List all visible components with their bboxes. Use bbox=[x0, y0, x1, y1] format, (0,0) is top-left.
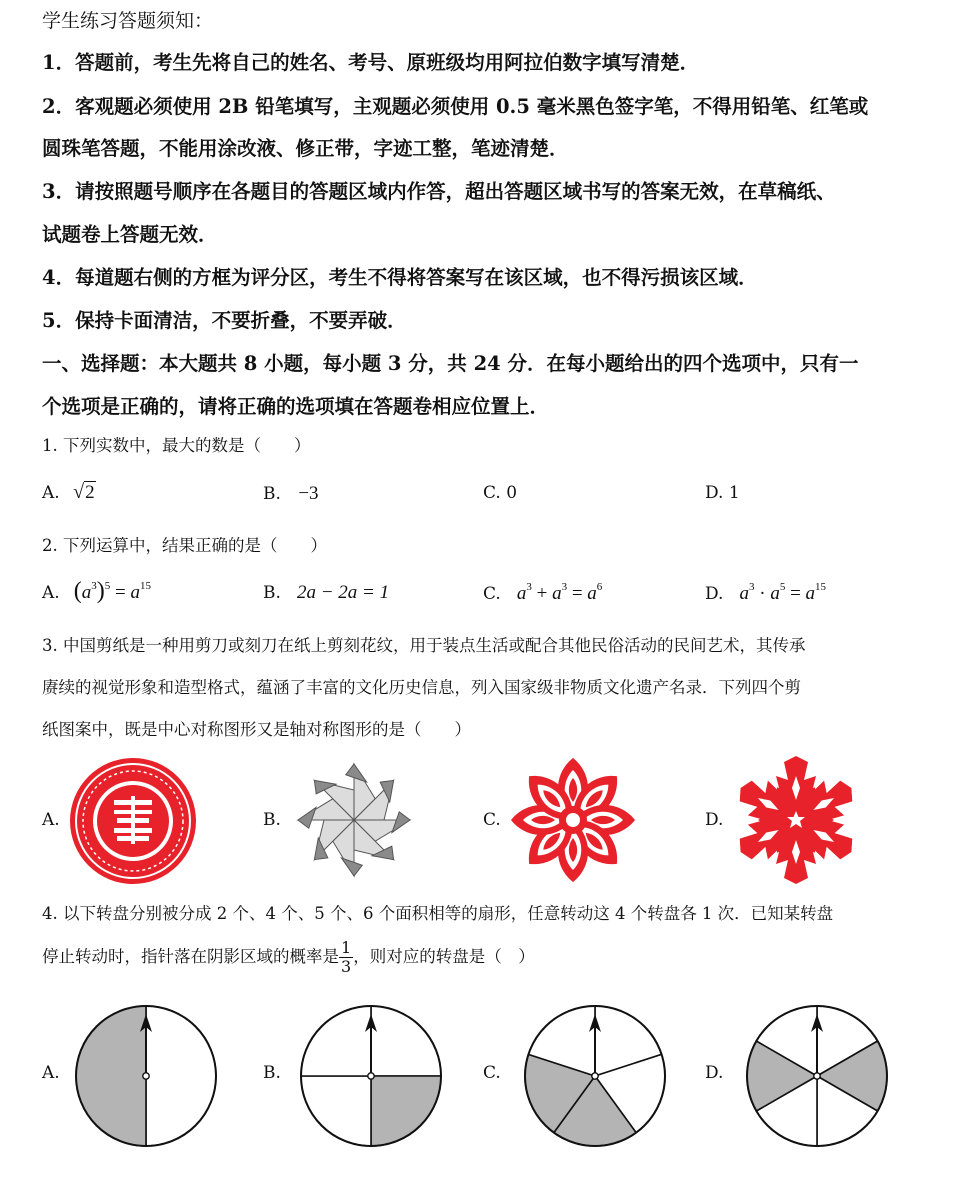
question-3-label-a: A. bbox=[42, 810, 60, 830]
section-title-line-1: 一、选择题：本大题共 8 小题，每小题 3 分，共 24 分．在每小题给出的四个选项中，只有一 bbox=[42, 352, 859, 375]
question-1-option-b bbox=[263, 483, 319, 505]
spinner-b bbox=[298, 1003, 444, 1149]
question-2-option-a bbox=[42, 578, 151, 605]
question-3-label-b: B. bbox=[263, 810, 281, 830]
spinner-pivot bbox=[814, 1073, 820, 1079]
line-text: 停止转动时，指针落在阴影区域的概率是 bbox=[42, 947, 339, 966]
fraction-one-third: $\frac{1}{3}$ bbox=[341, 938, 352, 976]
spinner-pivot bbox=[368, 1073, 374, 1079]
papercut-snowflake-image bbox=[733, 756, 859, 884]
notice-line-6: 4．每道题右侧的方框为评分区，考生不得将答案写在该区域，也不得污损该区域． bbox=[42, 266, 758, 289]
question-4-label-c: C. bbox=[483, 1063, 501, 1083]
question-3-line-2: 赓续的视觉形象和造型格式，蕴涵了丰富的文化历史信息，列入国家级非物质文化遗产名录．下列四个剪 bbox=[42, 678, 801, 697]
papercut-flower-image bbox=[509, 756, 637, 884]
notice-heading: 学生练习答题须知： bbox=[42, 10, 214, 32]
option-value: −3 bbox=[298, 483, 319, 504]
notice-line-5: 试题卷上答题无效． bbox=[42, 223, 218, 246]
question-1-option-a bbox=[42, 481, 96, 504]
radicand: 2 bbox=[85, 482, 95, 503]
spinner-pivot bbox=[592, 1073, 598, 1079]
notice-line-3: 圆珠笔答题，不能用涂改液、修正带，字迹工整，笔迹清楚． bbox=[42, 137, 569, 160]
papercut-double-happiness-image bbox=[68, 756, 198, 886]
option-c-expression: $a^3 + a^3 = a^6$ bbox=[516, 581, 603, 604]
question-2-option-d bbox=[705, 581, 826, 605]
question-4-line-1: 4. 以下转盘分别被分成 2 个、4 个、5 个、6 个面积相等的扇形，任意转动这 4 个转盘各 1 次．已知某转盘 bbox=[42, 904, 834, 923]
sqrt-sign: √ bbox=[73, 481, 85, 503]
spinner-c bbox=[522, 1003, 668, 1149]
question-3-label-c: C. bbox=[483, 810, 501, 830]
option-label: C. bbox=[483, 584, 501, 604]
question-1-option-c: C. 0 bbox=[483, 483, 518, 503]
question-1-option-d: D. 1 bbox=[705, 483, 740, 503]
question-2-stem: 2. 下列运算中，结果正确的是（ ） bbox=[42, 536, 327, 555]
spinner-pivot bbox=[143, 1073, 149, 1079]
question-2-option-b bbox=[263, 581, 389, 604]
spinner-a bbox=[73, 1003, 219, 1149]
option-label: B. bbox=[263, 583, 281, 603]
notice-line-2: 2．客观题必须使用 2B 铅笔填写，主观题必须使用 0.5 毫米黑色签字笔，不得用铅笔、红笔或 bbox=[42, 95, 869, 118]
option-d-expression: $a^3 \cdot a^5 = a^{15}$ bbox=[739, 581, 827, 604]
option-a-expression: $(a^3)^5 = a^{15}$ bbox=[73, 578, 151, 604]
spinner-sector bbox=[146, 1006, 216, 1146]
question-3-line-1: 3. 中国剪纸是一种用剪刀或刻刀在纸上剪刻花纹，用于装点生活或配合其他民俗活动的民间艺术，其传承 bbox=[42, 636, 806, 655]
question-4-label-d: D. bbox=[705, 1063, 724, 1083]
spinner-sector bbox=[76, 1006, 146, 1146]
question-4-line-2 bbox=[42, 939, 535, 976]
question-4-label-a: A. bbox=[42, 1063, 60, 1083]
notice-line-1: 1．答题前，考生先将自己的姓名、考号、原班级均用阿拉伯数字填写清楚． bbox=[42, 51, 700, 74]
question-3-line-3: 纸图案中，既是中心对称图形又是轴对称图形的是（ ） bbox=[42, 720, 471, 739]
papercut-pinwheel-image bbox=[290, 755, 418, 885]
line-text: ，则对应的转盘是（ ） bbox=[353, 947, 535, 966]
option-b-expression: 2a − 2a = 1 bbox=[296, 582, 390, 603]
question-1-stem: 1. 下列实数中，最大的数是（ ） bbox=[42, 436, 311, 455]
notice-line-7: 5．保持卡面清洁，不要折叠，不要弄破． bbox=[42, 309, 407, 332]
notice-line-4: 3．请按照题号顺序在各题目的答题区域内作答，超出答题区域书写的答案无效，在草稿纸、 bbox=[42, 180, 836, 203]
section-title-line-2: 个选项是正确的，请将正确的选项填在答题卷相应位置上． bbox=[42, 395, 550, 418]
option-label: D. bbox=[705, 584, 724, 604]
option-label: A. bbox=[42, 583, 60, 603]
spinner-d bbox=[744, 1003, 890, 1149]
question-4-label-b: B. bbox=[263, 1063, 281, 1083]
option-label: B. bbox=[263, 484, 281, 504]
option-label: A. bbox=[42, 483, 60, 503]
question-2-option-c bbox=[483, 581, 602, 605]
question-3-label-d: D. bbox=[705, 810, 724, 830]
